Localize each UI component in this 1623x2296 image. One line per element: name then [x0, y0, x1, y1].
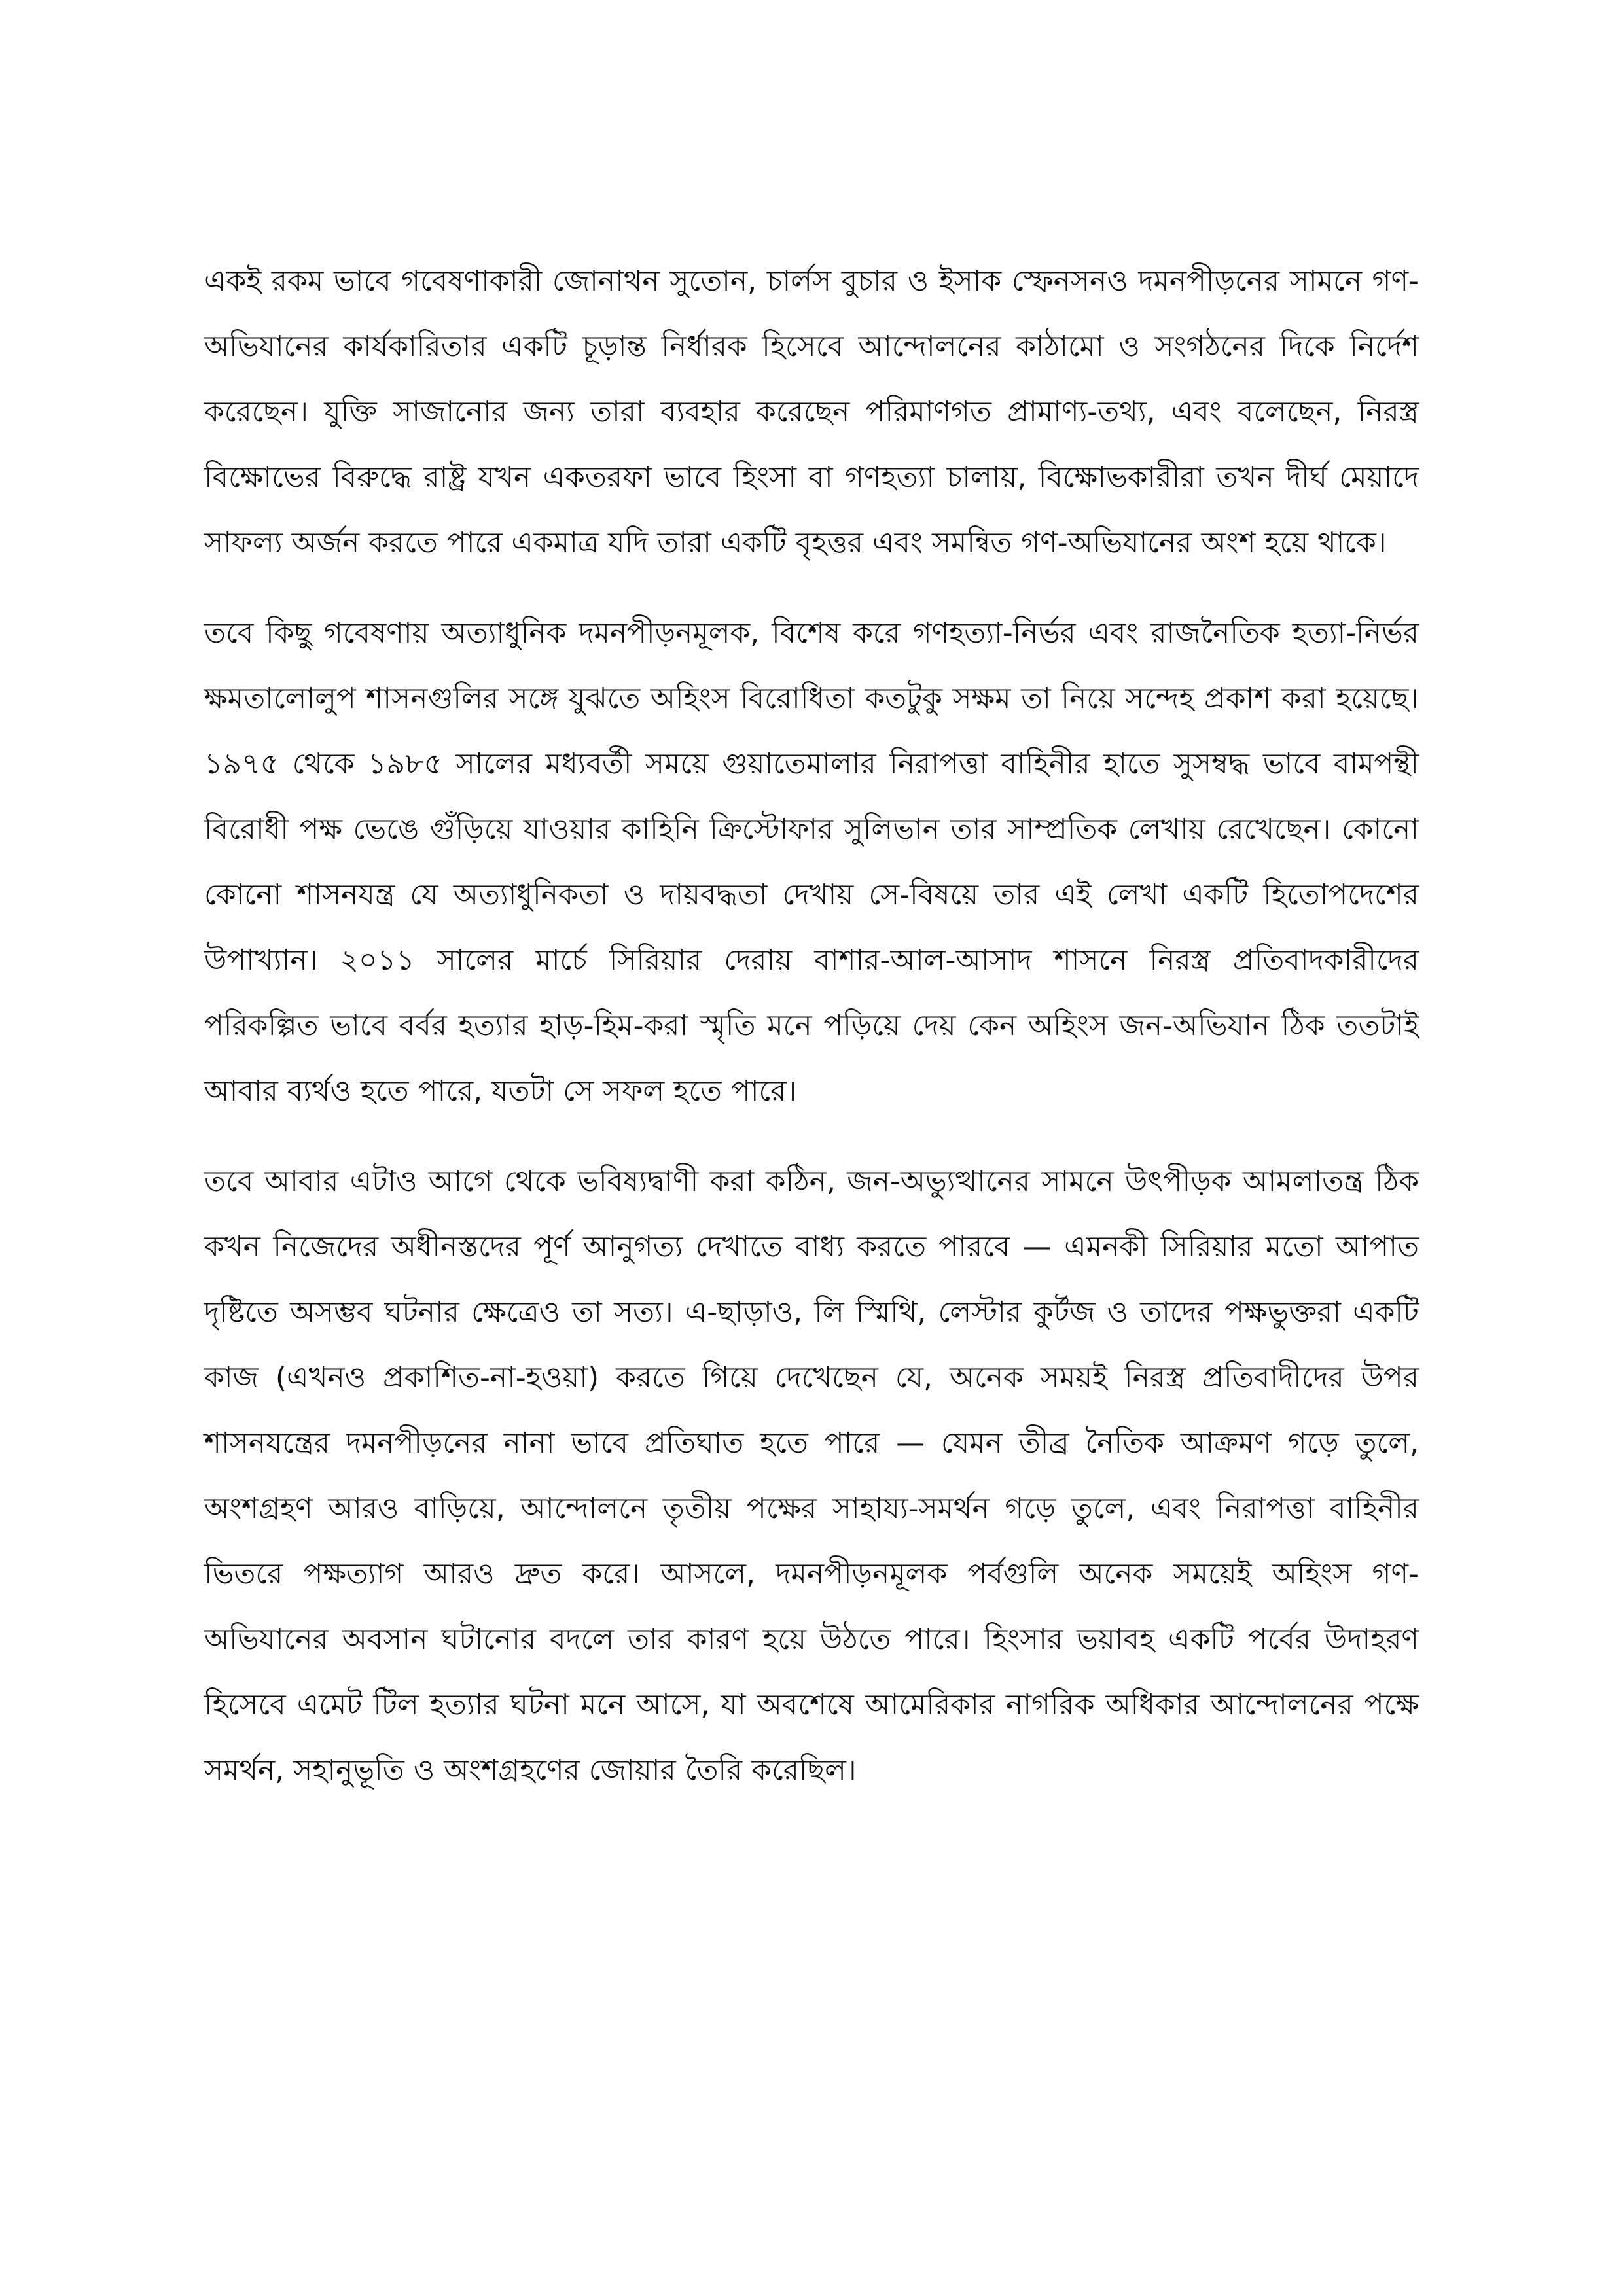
paragraph-1: একই রকম ভাবে গবেষণাকারী জোনাথন সুতোন, চার্লস বুচার ও ইসাক স্ফেনসনও দমনপীড়নের সামনে গণ-অভিযানের কার্যকারিতার একটি চূড়ান্ত নির্ধারক হিসেবে আন্দোলনের কাঠামো ও সংগঠনের দিকে নির্দেশ করেছেন। যুক্তি সাজানোর জন্য তারা ব্যবহার করেছেন পরিমাণগত প্রামাণ্য-তথ্য, এবং বলেছেন, নিরস্ত্র বিক্ষোভের বিরুদ্ধে রাষ্ট্র যখন একতরফা ভাবে হিংসা বা গণহত্যা চালায়, বিক্ষোভকারীরা তখন দীর্ঘ মেয়াদে সাফল্য অর্জন করতে পারে একমাত্র যদি তারা একটি বৃহত্তর এবং সমন্বিত গণ-অভিযানের অংশ হয়ে থাকে। [204, 264, 1419, 559]
paragraph-2: তবে কিছু গবেষণায় অত্যাধুনিক দমনপীড়নমূলক, বিশেষ করে গণহত্যা-নির্ভর এবং রাজনৈতিক হত্যা-নির্ভর ক্ষমতালোলুপ শাসনগুলির সঙ্গে যুঝতে অহিংস বিরোধিতা কতটুকু সক্ষম তা নিয়ে সন্দেহ প্রকাশ করা হয়েছে। ১৯৭৫ থেকে ১৯৮৫ সালের মধ্যবর্তী সময়ে গুয়াতেমালার নিরাপত্তা বাহিনীর হাতে সুসম্বদ্ধ ভাবে বামপন্থী বিরোধী পক্ষ ভেঙে গুঁড়িয়ে যাওয়ার কাহিনি ক্রিস্টোফার সুলিভান তার সাম্প্রতিক লেখায় রেখেছেন। কোনো কোনো শাসনযন্ত্র যে অত্যাধুনিকতা ও দায়বদ্ধতা দেখায় সে-বিষয়ে তার এই লেখা একটি হিতোপদেশের উপাখ্যান। ২০১১ সালের মার্চে সিরিয়ার দেরায় বাশার-আল-আসাদ শাসনে নিরস্ত্র প্রতিবাদকারীদের পরিকল্পিত ভাবে বর্বর হত্যার হাড়-হিম-করা স্মৃতি মনে পড়িয়ে দেয় কেন অহিংস জন-অভিযান ঠিক ততটাই আবার ব্যর্থও হতে পারে, যতটা সে সফল হতে পারে। [204, 616, 1419, 1108]
document-body [204, 249, 1419, 1828]
paragraph-3: তবে আবার এটাও আগে থেকে ভবিষ্যদ্বাণী করা কঠিন, জন-অভ্যুত্থানের সামনে উৎপীড়ক আমলাতন্ত্র ঠিক কখন নিজেদের অধীনস্তদের পূর্ণ আনুগত্য দেখাতে বাধ্য করতে পারবে — এমনকী সিরিয়ার মতো আপাত দৃষ্টিতে অসম্ভব ঘটনার ক্ষেত্রেও তা সত্য। এ-ছাড়াও, লি স্মিথি, লেস্টার কুর্টজ ও তাদের পক্ষভুক্তরা একটি কাজ (এখনও প্রকাশিত-না-হওয়া) করতে গিয়ে দেখেছেন যে, অনেক সময়ই নিরস্ত্র প্রতিবাদীদের উপর শাসনযন্ত্রের দমনপীড়নের নানা ভাবে প্রতিঘাত হতে পারে — যেমন তীব্র নৈতিক আক্রমণ গড়ে তুলে, অংশগ্রহণ আরও বাড়িয়ে, আন্দোলনে তৃতীয় পক্ষের সাহায্য-সমর্থন গড়ে তুলে, এবং নিরাপত্তা বাহিনীর ভিতরে পক্ষত্যাগ আরও দ্রুত করে। আসলে, দমনপীড়নমূলক পর্বগুলি অনেক সময়েই অহিংস গণ-অভিযানের অবসান ঘটানোর বদলে তার কারণ হয়ে উঠতে পারে। হিংসার ভয়াবহ একটি পর্বের উদাহরণ হিসেবে এমেট টিল হত্যার ঘটনা মনে আসে, যা অবশেষে আমেরিকার নাগরিক অধিকার আন্দোলনের পক্ষে সমর্থন, সহানুভূতি ও অংশগ্রহণের জোয়ার তৈরি করেছিল। [204, 1165, 1419, 1787]
